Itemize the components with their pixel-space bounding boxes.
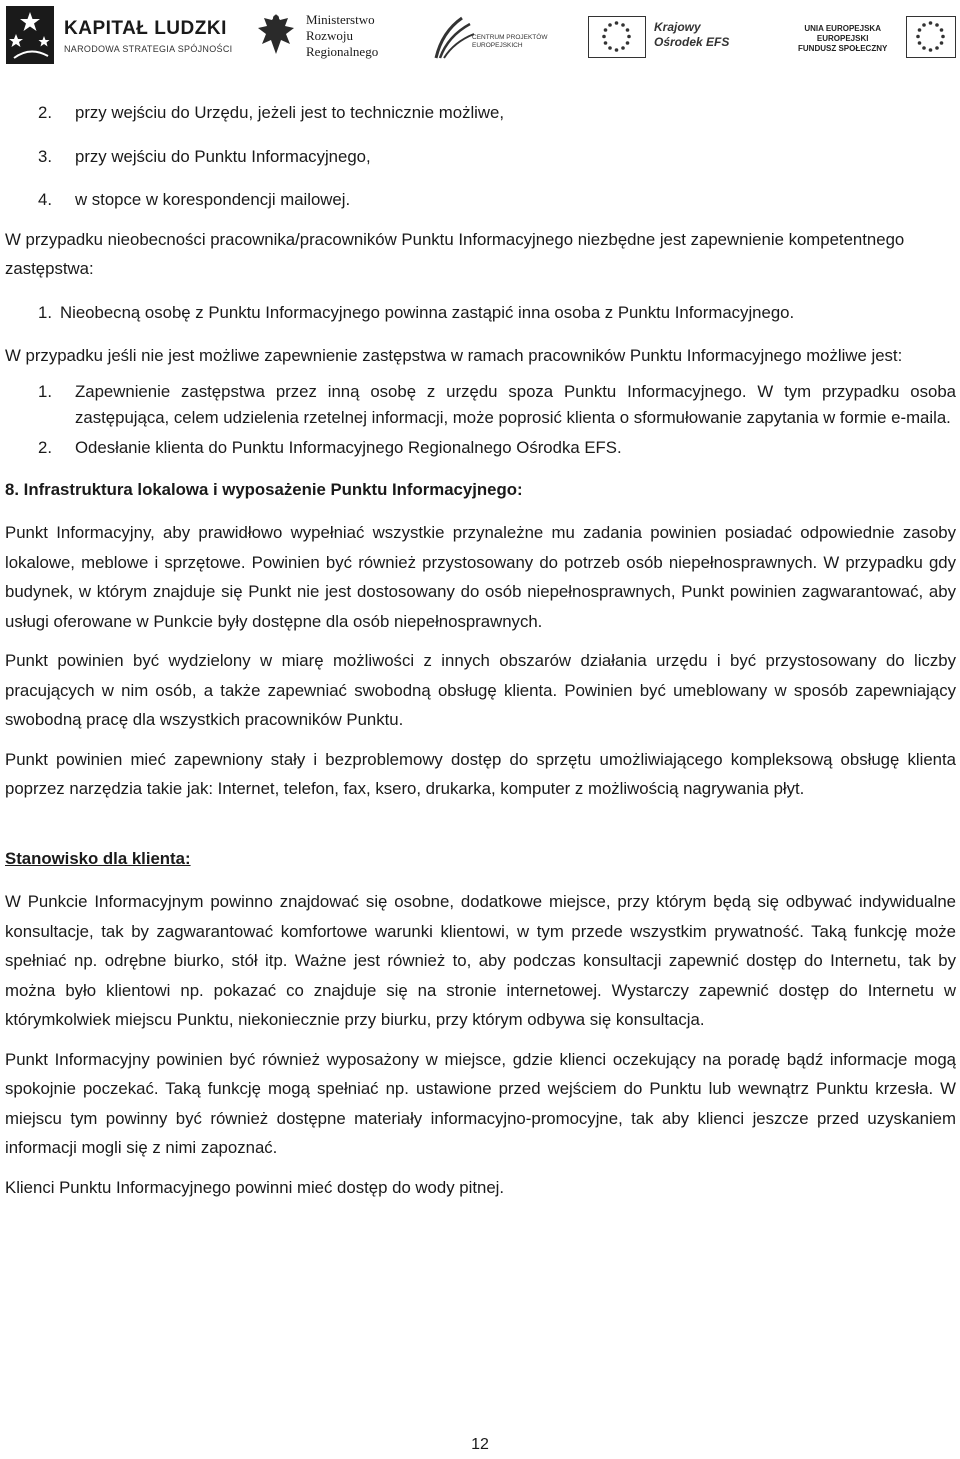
list-item (5, 379, 956, 431)
ue-line-1: UNIA EUROPEJSKA (804, 24, 881, 33)
kapital-ludzki-title: KAPITAŁ LUDZKI (64, 18, 227, 39)
krajowy-osrodek-logo (588, 6, 754, 64)
krajowy-text (654, 20, 729, 50)
ministerstwo-line-3: Regionalnego (306, 44, 379, 59)
ministerstwo-name (306, 12, 378, 60)
list-item-number: 2. (38, 437, 52, 457)
kapital-ludzki-icon (6, 6, 54, 64)
unia-europejska-logo (778, 6, 956, 64)
centrum-text (472, 34, 547, 50)
list-item-text: w stopce w korespondencji mailowej. (75, 190, 351, 209)
list-item (5, 185, 956, 215)
list-item-text: Zapewnienie zastępstwa przez inną osobę z urzędu spoza Punktu Informacyjnego. W tym przypadku osoba zastępująca, celem udzielenia rzetelnej informacji, może poprosić klienta o sformułowanie zapytania w formie e-maila. (75, 381, 956, 427)
list-item (5, 98, 956, 128)
ministerstwo-line-1: Ministerstwo (306, 12, 375, 27)
list-top (5, 98, 956, 215)
eu-flag-icon (906, 16, 956, 58)
ministerstwo-logo (254, 6, 394, 64)
client-paragraph: W Punkcie Informacyjnym powinno znajdować się osobne, dodatkowe miejsce, przy którym będą się odbywać indywidualne konsultacje, tak by zagwarantować komfortowe warunki klientowi, w tym przede wszystkim prywatność. Taką funkcję może spełniać np. odrębne biurko, stół itp. Ważne jest również to, aby podczas konsultacji zapewnić dostęp do Internetu, tak by można było klientowi np. pokazać co znajduje się na stronie internetowej. Wystarczy zapewnić dostęp do Internetu w którymkolwiek miejscu Punktu, niekoniecznie przy biurku, przy którym odbywa się konsultacja. (5, 892, 956, 1029)
paragraph-absence: W przypadku nieobecności pracownika/pracowników Punktu Informacyjnego niezbędne jest zapewnienie kompetentnego zastępstwa: (5, 229, 905, 278)
eagle-emblem-icon (254, 10, 298, 62)
section-8-paragraph: Punkt powinien mieć zapewniony stały i bezproblemowy dostęp do sprzętu umożliwiającego kompleksową obsługę klienta poprzez narzędzia takie jak: Internet, telefon, fax, ksero, drukarka, komputer z możliwością nagrywania płyt. (5, 749, 956, 798)
list-item-text: przy wejściu do Urzędu, jeżeli jest to technicznie możliwe, (75, 103, 505, 122)
section-8-paragraph: Punkt powinien być wydzielony w miarę możliwości z innych obszarów działania urzędu i być przystosowany do liczby pracujących w nim osób, a także zapewniać swobodną obsługę klienta. Powinien być umeblowany w sposób zapewniający swobodną pracę dla wszystkich pracowników Punktu. (5, 651, 956, 729)
list-item-text: Odesłanie klienta do Punktu Informacyjnego Regionalnego Ośrodka EFS. (75, 437, 622, 457)
client-paragraph: Klienci Punktu Informacyjnego powinni mieć dostęp do wody pitnej. (5, 1177, 505, 1197)
ue-text (798, 24, 887, 54)
list-item (5, 435, 956, 461)
centrum-swoosh-icon (432, 12, 476, 62)
list-item-number: 3. (38, 146, 52, 166)
list-item-number: 2. (38, 103, 52, 122)
list-item-number: 1. (38, 302, 52, 322)
list-item-text: przy wejściu do Punktu Informacyjnego, (75, 146, 371, 166)
ue-line-3: FUNDUSZ SPOŁECZNY (798, 44, 888, 53)
kapital-ludzki-logo (6, 6, 231, 64)
list-item-number: 1. (38, 381, 52, 401)
list-item-text: Nieobecną osobę z Punktu Informacyjnego powinna zastąpić inna osoba z Punktu Informacyjnego. (60, 302, 795, 322)
ue-line-2: EUROPEJSKI (816, 34, 869, 43)
client-paragraph: Punkt Informacyjny powinien być również wyposażony w miejsce, gdzie klienci oczekujący na poradę bądź informacje mogą spokojnie poczekać. Taką funkcję mogą spełniać np. ustawione przed wejściem do Punktu lub wewnątrz Punktu krzesła. W miejscu tym powinny być również dostępne materiały informacyjno-promocyjne, tak aby klienci jeszcze przed uzyskaniem informacji mogli się z nimi zapoznać. (5, 1049, 956, 1157)
krajowy-line-1: Krajowy (654, 20, 701, 34)
centrum-line-1: CENTRUM PROJEKTÓW (472, 34, 548, 41)
centrum-projektow-logo (432, 6, 552, 64)
krajowy-line-2: Ośrodek EFS (654, 35, 730, 49)
section-8-paragraph: Punkt Informacyjny, aby prawidłowo wypełniać wszystkie przynależne mu zadania powinien posiadać odpowiednie zasoby lokalowe, meblowe i sprzętowe. Powinien być również przystosowany do potrzeb osób niepełnosprawnych. W przypadku gdy budynek, w którym znajduje się Punkt nie jest dostosowany do osób niepełnosprawnych, Punkt powinien zagwarantować, aby usługi oferowane w Punkcie były dostępne dla osób niepełnosprawnych. (5, 523, 956, 631)
list-replacement (5, 379, 956, 461)
ministerstwo-line-2: Rozwoju (306, 28, 353, 43)
eu-stars-icon (588, 16, 646, 58)
list-item-number: 4. (38, 190, 52, 209)
logo-header (0, 0, 960, 72)
list-absence (5, 298, 956, 328)
list-item (5, 142, 956, 172)
paragraph-no-replacement: W przypadku jeśli nie jest możliwe zapewnienie zastępstwa w ramach pracowników Punktu Informacyjnego możliwe jest: (5, 346, 903, 365)
client-station-heading: Stanowisko dla klienta: (5, 848, 191, 868)
document-body (5, 98, 956, 1202)
list-item (5, 298, 956, 328)
centrum-line-2: EUROPEJSKICH (472, 42, 523, 49)
section-8-heading: 8. Infrastruktura lokalowa i wyposażenie Punktu Informacyjnego: (5, 479, 523, 499)
page-number: 12 (471, 1436, 489, 1453)
kapital-ludzki-subtitle: NARODOWA STRATEGIA SPÓJNOŚCI (64, 44, 233, 54)
